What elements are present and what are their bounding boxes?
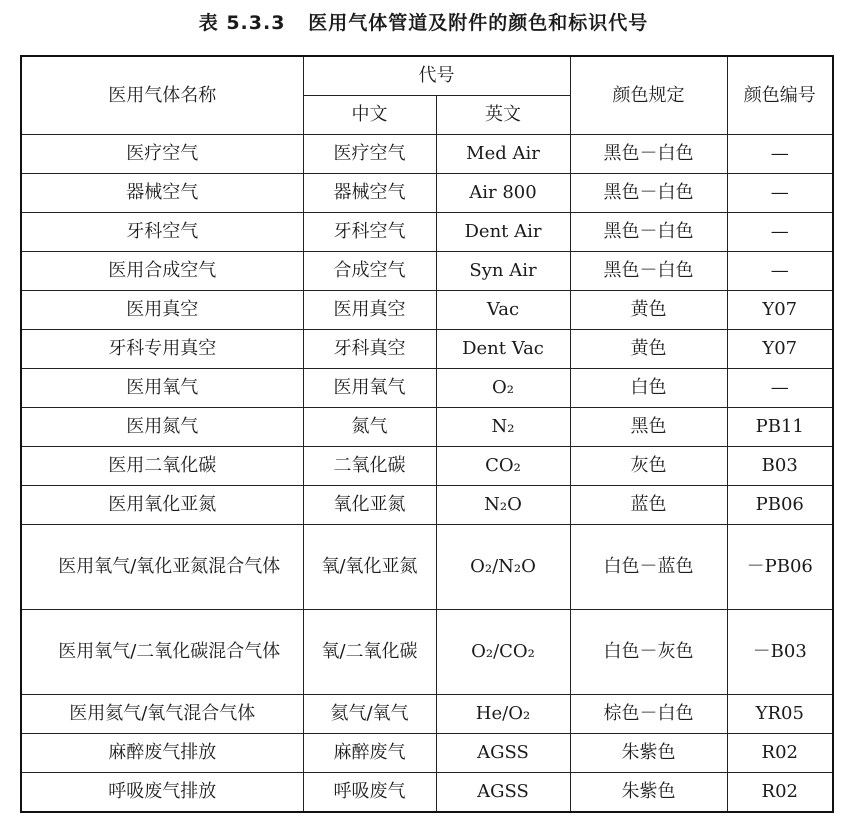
cell-code-english: Dent Air <box>436 213 570 252</box>
cell-gas-name: 器械空气 <box>21 174 303 213</box>
header-code: 代号 <box>303 56 570 96</box>
cell-gas-name: 牙科专用真空 <box>21 330 303 369</box>
cell-code-chinese: 二氧化碳 <box>303 447 436 486</box>
table-row <box>21 174 833 213</box>
cell-gas-name: 医用氧气 <box>21 369 303 408</box>
table-row <box>21 369 833 408</box>
cell-code-english: CO₂ <box>436 447 570 486</box>
cell-code-english: O₂/CO₂ <box>436 610 570 695</box>
table-row <box>21 773 833 813</box>
cell-color-code: — <box>727 213 833 252</box>
table-row <box>21 734 833 773</box>
table-row <box>21 330 833 369</box>
table-row <box>21 135 833 174</box>
cell-code-chinese: 氦气/氧气 <box>303 695 436 734</box>
cell-color-code: －PB06 <box>727 525 833 610</box>
cell-gas-name: 医用真空 <box>21 291 303 330</box>
cell-color-code: B03 <box>727 447 833 486</box>
cell-color-code: PB11 <box>727 408 833 447</box>
cell-gas-name: 医疗空气 <box>21 135 303 174</box>
cell-color-rule: 灰色 <box>570 447 727 486</box>
cell-color-code: R02 <box>727 773 833 813</box>
table-row <box>21 252 833 291</box>
cell-gas-name: 医用二氧化碳 <box>21 447 303 486</box>
header-color-code: 颜色编号 <box>727 56 833 135</box>
cell-color-rule: 白色－蓝色 <box>570 525 727 610</box>
cell-code-chinese: 牙科真空 <box>303 330 436 369</box>
table-caption: 表 5.3.3 医用气体管道及附件的颜色和标识代号 <box>198 12 649 34</box>
cell-code-chinese: 医用真空 <box>303 291 436 330</box>
cell-color-rule: 黑色－白色 <box>570 174 727 213</box>
cell-color-code: — <box>727 369 833 408</box>
cell-code-english: AGSS <box>436 734 570 773</box>
cell-code-chinese: 牙科空气 <box>303 213 436 252</box>
cell-code-chinese: 氧/二氧化碳 <box>303 610 436 695</box>
cell-color-rule: 白色－灰色 <box>570 610 727 695</box>
cell-code-english: Dent Vac <box>436 330 570 369</box>
cell-code-english: N₂O <box>436 486 570 525</box>
cell-code-chinese: 氧化亚氮 <box>303 486 436 525</box>
cell-color-code: －B03 <box>727 610 833 695</box>
cell-color-code: Y07 <box>727 291 833 330</box>
cell-code-chinese: 合成空气 <box>303 252 436 291</box>
header-color-rule: 颜色规定 <box>570 56 727 135</box>
cell-color-code: — <box>727 135 833 174</box>
cell-code-english: O₂/N₂O <box>436 525 570 610</box>
cell-gas-name: 医用氧气/二氧化碳混合气体 <box>21 610 303 695</box>
table-row <box>21 291 833 330</box>
cell-color-rule: 黑色－白色 <box>570 213 727 252</box>
cell-code-chinese: 器械空气 <box>303 174 436 213</box>
table-body <box>21 135 833 813</box>
header-gas-name: 医用气体名称 <box>21 56 303 135</box>
cell-code-chinese: 氧/氧化亚氮 <box>303 525 436 610</box>
table-row <box>21 525 833 610</box>
cell-color-rule: 黄色 <box>570 330 727 369</box>
cell-code-chinese: 医用氧气 <box>303 369 436 408</box>
cell-color-code: — <box>727 252 833 291</box>
cell-code-english: Med Air <box>436 135 570 174</box>
cell-color-rule: 黑色 <box>570 408 727 447</box>
cell-code-english: Air 800 <box>436 174 570 213</box>
cell-color-rule: 蓝色 <box>570 486 727 525</box>
cell-gas-name: 医用合成空气 <box>21 252 303 291</box>
table-row <box>21 486 833 525</box>
cell-code-english: Syn Air <box>436 252 570 291</box>
cell-color-rule: 朱紫色 <box>570 734 727 773</box>
cell-color-rule: 白色 <box>570 369 727 408</box>
cell-gas-name: 医用氧化亚氮 <box>21 486 303 525</box>
cell-gas-name: 医用氦气/氧气混合气体 <box>21 695 303 734</box>
cell-code-english: AGSS <box>436 773 570 813</box>
cell-code-chinese: 呼吸废气 <box>303 773 436 813</box>
cell-gas-name: 医用氮气 <box>21 408 303 447</box>
cell-color-rule: 棕色－白色 <box>570 695 727 734</box>
cell-color-rule: 黑色－白色 <box>570 135 727 174</box>
table-row <box>21 695 833 734</box>
cell-color-rule: 黑色－白色 <box>570 252 727 291</box>
cell-code-chinese: 麻醉废气 <box>303 734 436 773</box>
cell-code-english: Vac <box>436 291 570 330</box>
table-row <box>21 213 833 252</box>
cell-code-english: O₂ <box>436 369 570 408</box>
table-row <box>21 447 833 486</box>
cell-gas-name: 医用氧气/氧化亚氮混合气体 <box>21 525 303 610</box>
cell-code-english: He/O₂ <box>436 695 570 734</box>
cell-color-code: YR05 <box>727 695 833 734</box>
cell-color-code: R02 <box>727 734 833 773</box>
cell-color-code: Y07 <box>727 330 833 369</box>
cell-gas-name: 麻醉废气排放 <box>21 734 303 773</box>
cell-color-code: — <box>727 174 833 213</box>
header-chinese: 中文 <box>303 96 436 135</box>
gas-color-table <box>20 55 834 813</box>
cell-code-english: N₂ <box>436 408 570 447</box>
cell-code-chinese: 医疗空气 <box>303 135 436 174</box>
cell-color-rule: 黄色 <box>570 291 727 330</box>
cell-gas-name: 牙科空气 <box>21 213 303 252</box>
header-english: 英文 <box>436 96 570 135</box>
table-row <box>21 408 833 447</box>
table-row <box>21 610 833 695</box>
cell-code-chinese: 氮气 <box>303 408 436 447</box>
cell-gas-name: 呼吸废气排放 <box>21 773 303 813</box>
cell-color-rule: 朱紫色 <box>570 773 727 813</box>
cell-color-code: PB06 <box>727 486 833 525</box>
